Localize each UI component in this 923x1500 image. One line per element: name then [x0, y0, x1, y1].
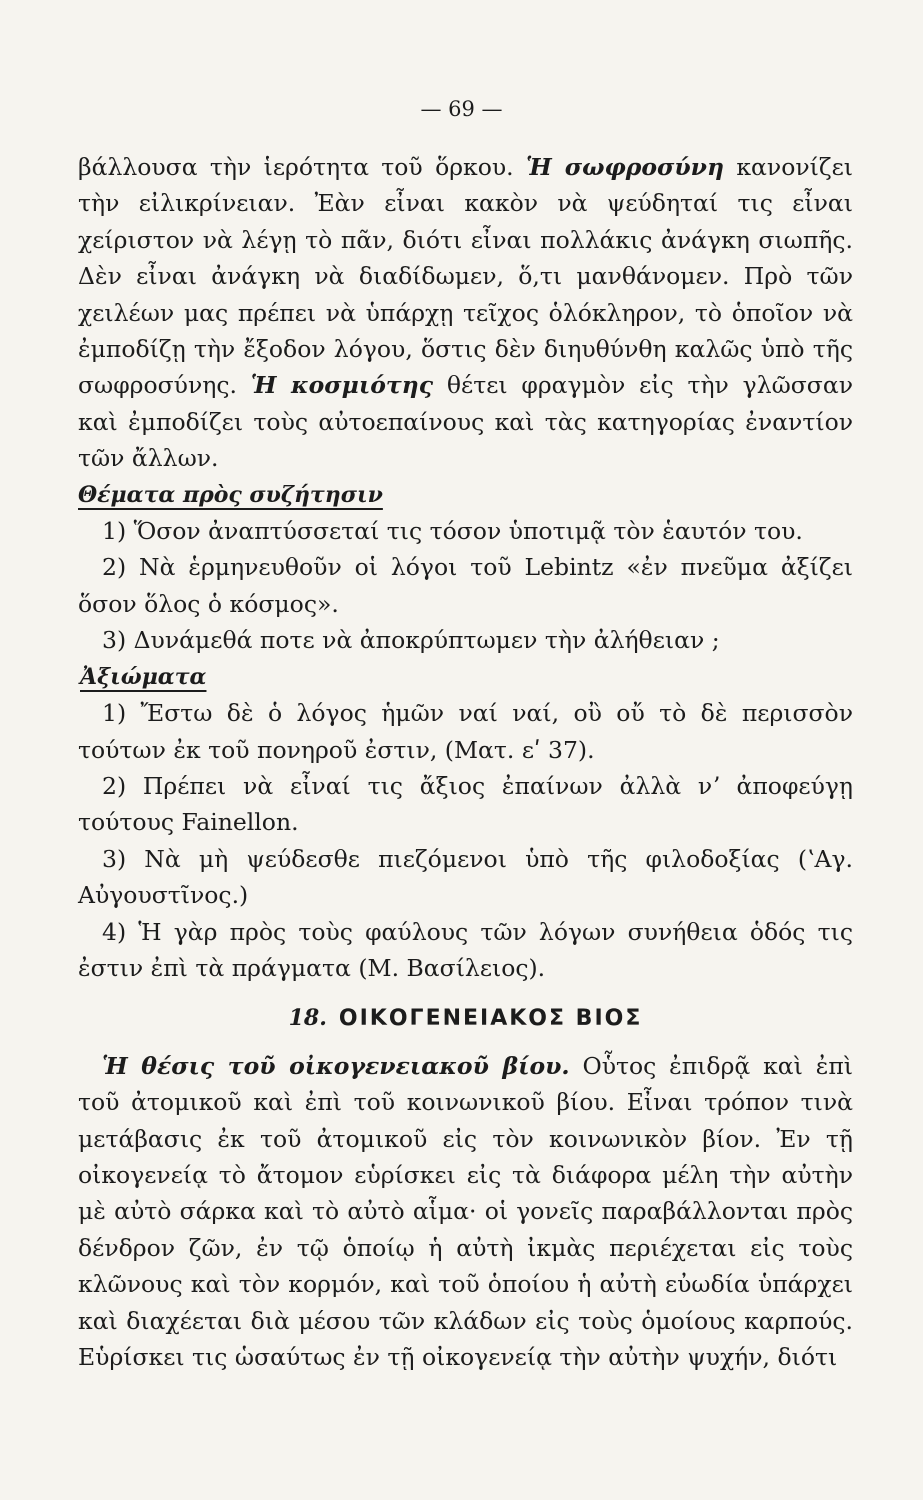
intro-paragraph: [78, 149, 853, 477]
family-text: Οὗτος ἐπιδρᾷ καὶ ἐπὶ τοῦ ἀτομικοῦ καὶ ἐπὶ τοῦ κοινωνικοῦ βίου. Εἶναι τρόπον τινὰ μετάβασις ἐκ τοῦ ἀτομικοῦ εἰς τὸν κοινωνικὸν βίον. Ἐν τῇ οἰκογενείᾳ τὸ ἄτομον εὑρίσκει εἰς τὰ διάφορα μέλη τὴν αὐτὴν μὲ αὐτὸ σάρκα καὶ τὸ αὐτὸ αἷμα· οἱ γονεῖς παραβάλλονται πρὸς δένδρον ζῶν, ἐν τῷ ὁποίῳ ἡ αὐτὴ ἰκμὰς περιέχεται εἰς τοὺς κλῶνους καὶ τὸν κορμόν, καὶ τοῦ ὁποίου ἡ αὐτὴ εὐωδία ὑπάρχει καὶ διαχέεται διὰ μέσου τῶν κλάδων εἰς τοὺς ὁμοίους καρπούς. Εὑρίσκει τις ὡσαύτως ἐν τῇ οἰκογενείᾳ τὴν αὐτὴν ψυχήν, διότι: [78, 1051, 853, 1371]
axiom-item: 2) Πρέπει νὰ εἶναί τις ἄξιος ἐπαίνων ἀλλὰ νʼ ἀποφεύγῃ τούτους Fainellon.: [78, 771, 853, 837]
discussion-item: 1) Ὅσον ἀναπτύσσεταί τις τόσον ὑποτιμᾷ τὸν ἑαυτόν του.: [102, 517, 803, 546]
page-content: [78, 149, 853, 1375]
family-paragraph: [78, 1048, 853, 1376]
axiom-item: 4) Ἡ γὰρ πρὸς τοὺς φαύλους τῶν λόγων συνήθεια ὁδός τις ἐστιν ἐπὶ τὰ πράγματα (Μ. Βασίλειος).: [78, 917, 853, 982]
axiom-item: 3) Νὰ μὴ ψεύδεσθε πιεζόμενοι ὑπὸ τῆς φιλοδοξίας (ʽΑγ. Αὐγουστῖνος.): [78, 844, 853, 910]
discussion-item: 3) Δυνάμεθά ποτε νὰ ἀποκρύπτωμεν τὴν ἀλήθειαν ;: [102, 626, 720, 655]
term-sophrosyne: Ἡ σωφροσύνη: [525, 153, 725, 181]
family-lead: Ἡ θέσις τοῦ οἰκογενειακοῦ βίου.: [102, 1051, 570, 1080]
discussion-heading: Θέματα πρὸς συζήτησιν: [78, 481, 383, 508]
axiom-item: 1) Ἔστω δὲ ὁ λόγος ἡμῶν ναί ναί, οὒ οὔ τὸ δὲ περισσὸν τούτων ἐκ τοῦ πονηροῦ ἐστιν, (Ματ. εʹ 37).: [78, 699, 853, 764]
axioms-heading: Ἀξιώματα: [80, 663, 207, 690]
discussion-item: 2) Νὰ ἑρμηνευθοῦν οἱ λόγοι τοῦ Lebintz «ἐν πνεῦμα ἀξίζει ὅσον ὅλος ὁ κόσμος».: [78, 553, 853, 618]
intro-text-1: βάλλουσα τὴν ἱερότητα τοῦ ὅρκου.: [78, 153, 526, 181]
chapter-number: 18.: [288, 1005, 327, 1032]
term-kosmiotes: Ἡ κοσμιότης: [250, 371, 434, 400]
intro-text-3: θέτει φραγμὸν εἰς τὴν γλῶσσαν καὶ ἐμποδίζει τοὺς αὐτοεπαίνους καὶ τὰς κατηγορίας ἐναντίον τῶν ἄλλων.: [78, 371, 853, 473]
intro-text-2: κανονίζει τὴν εἰλικρίνειαν. Ἐὰν εἶναι κακὸν νὰ ψεύδηταί τις εἶναι χείριστον νὰ λέγῃ τὸ πᾶν, διότι εἶναι πολλάκις ἀνάγκη σιωπῆς. Δὲν εἶναι ἀνάγκη νὰ διαδίδωμεν, ὅ,τι μανθάνομεν. Πρὸ τῶν χειλέων μας πρέπει νὰ ὑπάρχῃ τεῖχος ὁλόκληρον, τὸ ὁποῖον νὰ ἐμποδίζῃ τὴν ἔξοδον λόγου, ὅστις δὲν διηυθύνθη καλῶς ὑπὸ τῆς σωφροσύνης.: [78, 153, 853, 400]
chapter-heading: [78, 1000, 853, 1037]
page-number: — 69 —: [420, 97, 503, 121]
chapter-title: ΟΙΚΟΓΕΝΕΙΑΚΟΣ ΒΙΟΣ: [338, 1006, 643, 1032]
